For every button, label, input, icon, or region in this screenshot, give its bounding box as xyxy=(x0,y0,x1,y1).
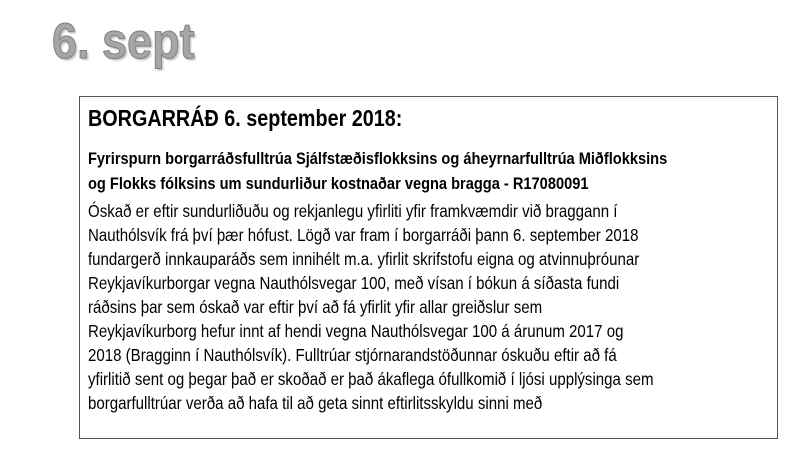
body-line: yfirlitið sent og þegar það er skoðað er það ákaflega ófullkomið í ljósi upplýsinga sem xyxy=(88,369,654,389)
body-line: 2018 (Bragginn í Nauthólsvík). Fulltrúar stjórnarandstöðunnar óskuðu eftir að fá xyxy=(88,345,617,365)
body-line: Reykjavíkurborg hefur innt af hendi vegna Nauthólsvegar 100 á árunum 2017 og xyxy=(88,321,624,341)
body-line: Reykjavíkurborgar vegna Nauthólsvegar 100, með vísan í bókun á síðasta fundi xyxy=(88,273,620,293)
body-line: ráðsins þar sem óskað var eftir því að fá yfirlit yfir allar greiðslur sem xyxy=(88,297,543,317)
subheading-line: Fyrirspurn borgarráðsfulltrúa Sjálfstæðisflokksins og áheyrnarfulltrúa Miðflokksins xyxy=(88,149,668,168)
subheading-line: og Flokks fólksins um sundurliður kostnaðar vegna bragga - R17080091 xyxy=(88,174,589,193)
text-box xyxy=(79,96,778,439)
heading: BORGARRÁÐ 6. september 2018: xyxy=(88,105,403,131)
slide-title: 6. sept xyxy=(52,13,195,69)
body-line: Óskað er eftir sundurliðuðu og rekjanlegu yfirliti yfir framkvæmdir við braggann í xyxy=(88,201,618,221)
body-line: borgarfulltrúar verða að hafa til að geta sinnt eftirlitsskyldu sinni með xyxy=(88,393,543,413)
body-line: Nauthólsvík frá því þær hófust. Lögð var fram í borgarráði þann 6. september 2018 xyxy=(88,225,639,245)
body-line: fundargerð innkauparáðs sem innihélt m.a. yfirlit skrifstofu eigna og atvinnuþróunar xyxy=(88,249,640,269)
